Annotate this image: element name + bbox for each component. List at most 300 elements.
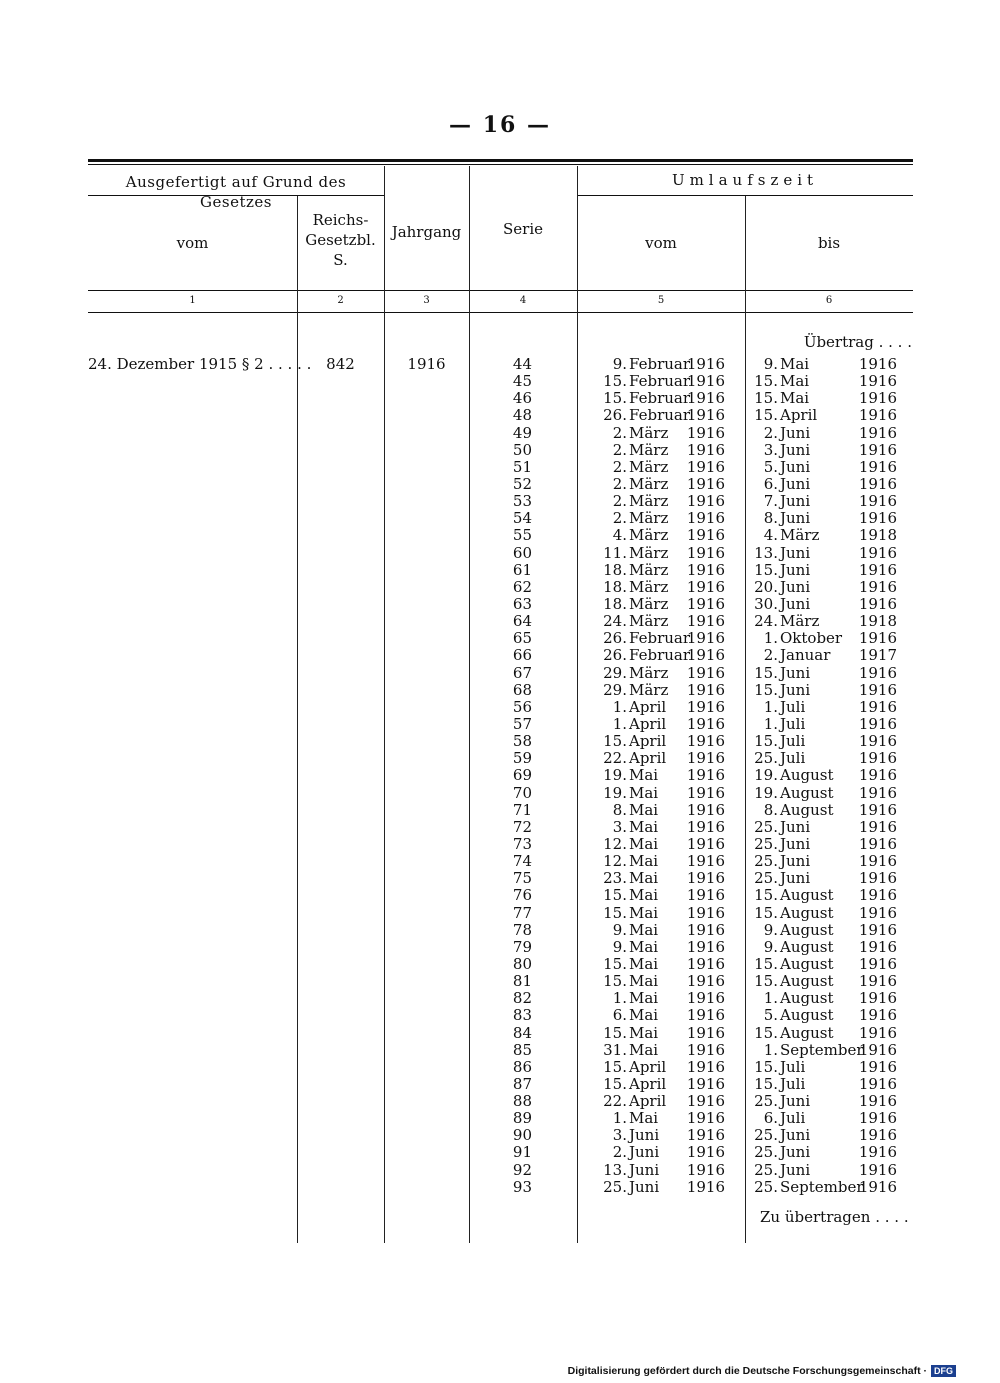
vom-day-cell: 2. xyxy=(612,509,627,528)
bis-month-cell: Juni xyxy=(780,560,811,579)
bis-month-cell: August xyxy=(780,903,834,922)
bis-year-cell: 1916 xyxy=(858,680,897,699)
serie-cell: 87 xyxy=(512,1074,532,1093)
vom-day-cell: 26. xyxy=(603,406,627,425)
vom-month-cell: März xyxy=(629,475,669,493)
bis-day-cell: 15. xyxy=(754,954,778,973)
vom-year-cell: 1916 xyxy=(686,852,725,871)
serie-cell: 78 xyxy=(512,920,532,939)
bis-year-cell: 1916 xyxy=(858,492,897,511)
serie-cell: 92 xyxy=(512,1160,532,1179)
vom-month-cell: Mai xyxy=(629,783,659,802)
bis-month-cell: Juni xyxy=(780,834,811,853)
header-serie: Serie xyxy=(503,220,543,238)
bis-year-cell: 1916 xyxy=(858,886,897,905)
vom-month-cell: Juni xyxy=(629,1126,660,1145)
vom-day-cell: 26. xyxy=(603,629,627,648)
serie-cell: 80 xyxy=(512,954,532,973)
vom-month-cell: Mai xyxy=(629,920,659,939)
vom-month-cell: Juni xyxy=(629,1160,660,1179)
vom-month-cell: Juni xyxy=(629,1177,660,1196)
bis-month-cell: Juni xyxy=(780,509,811,528)
bis-day-cell: 15. xyxy=(754,903,778,922)
vom-year-cell: 1916 xyxy=(686,1040,725,1059)
bis-month-cell: Juni xyxy=(780,475,811,493)
bis-month-cell: März xyxy=(780,612,820,631)
bis-year-cell: 1916 xyxy=(858,1006,897,1025)
bis-month-cell: Juni xyxy=(780,440,811,459)
header-group-right: Umlaufszeit xyxy=(671,171,819,189)
bis-month-cell: März xyxy=(780,526,820,545)
vom-year-cell: 1916 xyxy=(686,1074,725,1093)
vom-year-cell: 1916 xyxy=(686,1057,725,1076)
reichsgesetzblatt-page: 842 xyxy=(326,355,355,373)
col-number-6: 6 xyxy=(825,295,833,306)
bis-day-cell: 30. xyxy=(754,595,778,613)
bis-day-cell: 15. xyxy=(754,1023,778,1042)
vom-day-cell: 15. xyxy=(603,732,627,751)
vom-month-cell: Mai xyxy=(629,1040,659,1059)
vom-month-cell: April xyxy=(629,697,667,716)
bis-year-cell: 1916 xyxy=(858,732,897,751)
vom-month-cell: Februar xyxy=(629,406,691,425)
serie-cell: 62 xyxy=(512,577,532,596)
bis-day-cell: 13. xyxy=(754,543,778,562)
bis-day-cell: 19. xyxy=(754,766,778,785)
bis-month-cell: Juni xyxy=(780,817,811,836)
bis-day-cell: 25. xyxy=(754,1160,778,1179)
bis-year-cell: 1916 xyxy=(858,937,897,956)
bis-year-cell: 1916 xyxy=(858,869,897,888)
vom-day-cell: 15. xyxy=(603,372,627,391)
serie-cell: 50 xyxy=(512,440,532,459)
bis-month-cell: August xyxy=(780,886,834,905)
bis-day-cell: 25. xyxy=(754,869,778,888)
bis-day-cell: 1. xyxy=(763,629,778,648)
bis-month-cell: Juli xyxy=(780,1074,806,1093)
vom-year-cell: 1916 xyxy=(686,954,725,973)
bis-year-cell: 1916 xyxy=(858,920,897,939)
bis-day-cell: 15. xyxy=(754,1057,778,1076)
vom-month-cell: März xyxy=(629,526,669,545)
bis-day-cell: 1. xyxy=(763,989,778,1008)
serie-cell: 56 xyxy=(512,697,532,716)
bis-day-cell: 25. xyxy=(754,1092,778,1110)
bis-month-cell: Juli xyxy=(780,749,806,768)
bis-year-cell: 1916 xyxy=(858,1126,897,1145)
bis-year-cell: 1916 xyxy=(858,834,897,853)
vom-day-cell: 22. xyxy=(603,749,627,768)
col-divider-2 xyxy=(384,166,385,1243)
vom-day-cell: 9. xyxy=(612,920,627,939)
vom-month-cell: März xyxy=(629,560,669,579)
header-bottom-rule xyxy=(88,290,913,291)
vom-year-cell: 1916 xyxy=(686,1160,725,1179)
serie-cell: 70 xyxy=(512,783,532,802)
colnum-bottom-rule xyxy=(88,312,913,313)
vom-month-cell: Mai xyxy=(629,766,659,785)
bis-month-cell: Juni xyxy=(780,577,811,596)
col-number-5: 5 xyxy=(657,295,665,306)
bis-month-cell: Juni xyxy=(780,492,811,511)
serie-cell: 63 xyxy=(512,595,532,613)
bis-day-cell: 9. xyxy=(763,937,778,956)
vom-day-cell: 15. xyxy=(603,903,627,922)
bis-year-cell: 1916 xyxy=(858,629,897,648)
serie-cell: 57 xyxy=(512,714,532,733)
bis-day-cell: 9. xyxy=(763,920,778,939)
serie-cell: 76 xyxy=(512,886,532,905)
vom-month-cell: März xyxy=(629,423,669,442)
vom-month-cell: März xyxy=(629,595,669,613)
vom-day-cell: 15. xyxy=(603,389,627,408)
vom-year-cell: 1916 xyxy=(686,800,725,819)
bis-year-cell: 1916 xyxy=(858,783,897,802)
bis-year-cell: 1916 xyxy=(858,543,897,562)
serie-cell: 77 xyxy=(512,903,532,922)
bis-year-cell: 1916 xyxy=(858,1023,897,1042)
serie-cell: 49 xyxy=(512,423,532,442)
bis-year-cell: 1916 xyxy=(858,423,897,442)
bis-day-cell: 15. xyxy=(754,732,778,751)
header-vom: vom xyxy=(176,234,209,252)
vom-month-cell: März xyxy=(629,492,669,511)
vom-day-cell: 2. xyxy=(612,440,627,459)
bis-year-cell: 1916 xyxy=(858,355,897,373)
vom-year-cell: 1916 xyxy=(686,475,725,493)
bis-day-cell: 15. xyxy=(754,886,778,905)
bis-month-cell: August xyxy=(780,800,834,819)
vom-month-cell: März xyxy=(629,663,669,682)
vom-day-cell: 1. xyxy=(612,714,627,733)
vom-day-cell: 6. xyxy=(612,1006,627,1025)
serie-cell: 88 xyxy=(512,1092,532,1110)
bis-year-cell: 1918 xyxy=(858,526,897,545)
bis-year-cell: 1916 xyxy=(858,1177,897,1196)
bis-day-cell: 15. xyxy=(754,680,778,699)
bis-month-cell: August xyxy=(780,972,834,990)
serie-cell: 74 xyxy=(512,852,532,871)
dfg-logo: DFG xyxy=(931,1365,956,1377)
vom-year-cell: 1916 xyxy=(686,972,725,990)
serie-cell: 67 xyxy=(512,663,532,682)
vom-year-cell: 1916 xyxy=(686,1126,725,1145)
vom-month-cell: Mai xyxy=(629,937,659,956)
vom-day-cell: 19. xyxy=(603,766,627,785)
header-reichsgesetzblatt: Reichs- Gesetzbl. S. xyxy=(305,211,376,269)
bis-day-cell: 15. xyxy=(754,389,778,408)
bis-year-cell: 1916 xyxy=(858,749,897,768)
bis-month-cell: Juni xyxy=(780,1160,811,1179)
vom-day-cell: 13. xyxy=(603,1160,627,1179)
vom-year-cell: 1916 xyxy=(686,937,725,956)
serie-cell: 44 xyxy=(512,355,532,373)
bis-month-cell: August xyxy=(780,937,834,956)
bis-month-cell: Juni xyxy=(780,1092,811,1110)
header-umlauf-vom: vom xyxy=(645,234,677,252)
bis-year-cell: 1916 xyxy=(858,372,897,391)
bis-year-cell: 1916 xyxy=(858,1040,897,1059)
vom-year-cell: 1916 xyxy=(686,457,725,476)
vom-month-cell: April xyxy=(629,1074,667,1093)
serie-cell: 45 xyxy=(512,372,532,391)
serie-cell: 93 xyxy=(512,1177,532,1196)
vom-month-cell: Mai xyxy=(629,800,659,819)
serie-cell: 58 xyxy=(512,732,532,751)
bis-year-cell: 1916 xyxy=(858,1143,897,1162)
vom-month-cell: März xyxy=(629,680,669,699)
serie-cell: 66 xyxy=(512,646,532,665)
vom-month-cell: Februar xyxy=(629,372,691,391)
header-umlauf-bis: bis xyxy=(817,234,841,252)
serie-cell: 86 xyxy=(512,1057,532,1076)
vom-day-cell: 2. xyxy=(612,457,627,476)
vom-month-cell: März xyxy=(629,509,669,528)
vom-month-cell: Mai xyxy=(629,817,659,836)
vom-month-cell: Mai xyxy=(629,972,659,990)
vom-day-cell: 18. xyxy=(603,560,627,579)
vom-year-cell: 1916 xyxy=(686,372,725,391)
vom-year-cell: 1916 xyxy=(686,526,725,545)
bis-year-cell: 1916 xyxy=(858,1057,897,1076)
vom-day-cell: 29. xyxy=(603,680,627,699)
vom-year-cell: 1916 xyxy=(686,732,725,751)
bis-year-cell: 1916 xyxy=(858,389,897,408)
bis-day-cell: 7. xyxy=(763,492,778,511)
vom-day-cell: 11. xyxy=(603,543,627,562)
footer-credit xyxy=(568,1365,956,1377)
col-number-4: 4 xyxy=(519,295,527,306)
top-rule-thick xyxy=(88,159,913,162)
bis-day-cell: 8. xyxy=(763,509,778,528)
serie-cell: 75 xyxy=(512,869,532,888)
serie-cell: 65 xyxy=(512,629,532,648)
vom-day-cell: 12. xyxy=(603,852,627,871)
serie-cell: 82 xyxy=(512,989,532,1008)
vom-month-cell: Mai xyxy=(629,903,659,922)
bis-day-cell: 25. xyxy=(754,852,778,871)
bis-year-cell: 1916 xyxy=(858,972,897,990)
bis-day-cell: 6. xyxy=(763,1109,778,1128)
serie-cell: 79 xyxy=(512,937,532,956)
vom-month-cell: Mai xyxy=(629,1109,659,1128)
bis-day-cell: 1. xyxy=(763,1040,778,1059)
col-number-1: 1 xyxy=(189,295,196,306)
vom-year-cell: 1916 xyxy=(686,509,725,528)
bis-day-cell: 24. xyxy=(754,612,778,631)
bis-month-cell: Juni xyxy=(780,595,811,613)
vom-year-cell: 1916 xyxy=(686,1092,725,1110)
bis-month-cell: August xyxy=(780,920,834,939)
bis-day-cell: 25. xyxy=(754,1126,778,1145)
bis-year-cell: 1916 xyxy=(858,440,897,459)
bis-month-cell: Juni xyxy=(780,680,811,699)
vom-day-cell: 3. xyxy=(612,1126,627,1145)
serie-cell: 68 xyxy=(512,680,532,699)
vom-year-cell: 1916 xyxy=(686,766,725,785)
bis-year-cell: 1916 xyxy=(858,509,897,528)
bis-day-cell: 25. xyxy=(754,817,778,836)
col-divider-4 xyxy=(577,166,578,1243)
law-date: 24. Dezember 1915 § 2 . . . . . xyxy=(88,355,312,373)
bis-year-cell: 1916 xyxy=(858,989,897,1008)
bis-day-cell: 25. xyxy=(754,1177,778,1196)
bis-day-cell: 15. xyxy=(754,372,778,391)
bis-day-cell: 25. xyxy=(754,834,778,853)
vom-day-cell: 1. xyxy=(612,989,627,1008)
bis-month-cell: August xyxy=(780,989,834,1008)
vom-month-cell: März xyxy=(629,543,669,562)
vom-year-cell: 1916 xyxy=(686,1177,725,1196)
bis-year-cell: 1917 xyxy=(858,646,897,665)
vom-day-cell: 1. xyxy=(612,697,627,716)
vom-year-cell: 1916 xyxy=(686,355,725,373)
bis-year-cell: 1916 xyxy=(858,1160,897,1179)
bis-day-cell: 2. xyxy=(763,423,778,442)
vom-day-cell: 25. xyxy=(603,1177,627,1196)
serie-cell: 72 xyxy=(512,817,532,836)
bis-day-cell: 1. xyxy=(763,714,778,733)
bis-month-cell: Juni xyxy=(780,457,811,476)
vom-month-cell: April xyxy=(629,732,667,751)
vom-year-cell: 1916 xyxy=(686,989,725,1008)
vom-day-cell: 15. xyxy=(603,954,627,973)
bis-year-cell: 1916 xyxy=(858,800,897,819)
bis-month-cell: Juli xyxy=(780,1109,806,1128)
bis-year-cell: 1916 xyxy=(858,766,897,785)
serie-cell: 90 xyxy=(512,1126,532,1145)
col-divider-5 xyxy=(745,196,746,1243)
bis-day-cell: 9. xyxy=(763,355,778,373)
bis-month-cell: Mai xyxy=(780,372,810,391)
serie-cell: 73 xyxy=(512,834,532,853)
bis-day-cell: 15. xyxy=(754,1074,778,1093)
vom-day-cell: 24. xyxy=(603,612,627,631)
serie-cell: 55 xyxy=(512,526,532,545)
vom-year-cell: 1916 xyxy=(686,406,725,425)
bis-month-cell: Mai xyxy=(780,355,810,373)
vom-day-cell: 15. xyxy=(603,886,627,905)
serie-cell: 51 xyxy=(512,457,532,476)
bis-month-cell: April xyxy=(780,406,818,425)
vom-year-cell: 1916 xyxy=(686,646,725,665)
serie-cell: 69 xyxy=(512,766,532,785)
bis-day-cell: 3. xyxy=(763,440,778,459)
bis-year-cell: 1916 xyxy=(858,1092,897,1110)
serie-cell: 52 xyxy=(512,475,532,493)
bis-day-cell: 2. xyxy=(763,646,778,665)
vom-month-cell: Februar xyxy=(629,629,691,648)
vom-day-cell: 2. xyxy=(612,475,627,493)
bis-year-cell: 1918 xyxy=(858,612,897,631)
vom-year-cell: 1916 xyxy=(686,783,725,802)
bis-day-cell: 25. xyxy=(754,749,778,768)
page-number: — 16 — xyxy=(449,112,551,138)
vom-day-cell: 2. xyxy=(612,492,627,511)
bis-day-cell: 1. xyxy=(763,697,778,716)
serie-cell: 60 xyxy=(512,543,532,562)
bis-month-cell: Oktober xyxy=(780,629,843,648)
bis-year-cell: 1916 xyxy=(858,577,897,596)
vom-year-cell: 1916 xyxy=(686,886,725,905)
bis-month-cell: Juli xyxy=(780,732,806,751)
vom-year-cell: 1916 xyxy=(686,903,725,922)
serie-cell: 59 xyxy=(512,749,532,768)
bis-year-cell: 1916 xyxy=(858,663,897,682)
bis-month-cell: August xyxy=(780,783,834,802)
vom-month-cell: Juni xyxy=(629,1143,660,1162)
bis-month-cell: Mai xyxy=(780,389,810,408)
bis-day-cell: 8. xyxy=(763,800,778,819)
vom-month-cell: April xyxy=(629,749,667,768)
vom-day-cell: 18. xyxy=(603,595,627,613)
vom-year-cell: 1916 xyxy=(686,663,725,682)
vom-year-cell: 1916 xyxy=(686,680,725,699)
bis-day-cell: 15. xyxy=(754,560,778,579)
vom-month-cell: Februar xyxy=(629,355,691,373)
serie-cell: 53 xyxy=(512,492,532,511)
vom-month-cell: Mai xyxy=(629,852,659,871)
vom-year-cell: 1916 xyxy=(686,440,725,459)
vom-day-cell: 23. xyxy=(603,869,627,888)
bis-month-cell: Juni xyxy=(780,423,811,442)
vom-day-cell: 3. xyxy=(612,817,627,836)
vom-year-cell: 1916 xyxy=(686,492,725,511)
bis-day-cell: 5. xyxy=(763,457,778,476)
bis-year-cell: 1916 xyxy=(858,595,897,613)
bis-month-cell: Juni xyxy=(780,1126,811,1145)
bis-day-cell: 19. xyxy=(754,783,778,802)
vom-year-cell: 1916 xyxy=(686,560,725,579)
serie-cell: 71 xyxy=(512,800,532,819)
vom-month-cell: Mai xyxy=(629,989,659,1008)
vom-month-cell: Februar xyxy=(629,646,691,665)
col-number-2: 2 xyxy=(337,295,344,306)
vom-year-cell: 1916 xyxy=(686,1023,725,1042)
vom-day-cell: 18. xyxy=(603,577,627,596)
serie-cell: 85 xyxy=(512,1040,532,1059)
bis-month-cell: September xyxy=(780,1040,864,1059)
bis-day-cell: 4. xyxy=(763,526,778,545)
vom-day-cell: 29. xyxy=(603,663,627,682)
vom-day-cell: 8. xyxy=(612,800,627,819)
bis-day-cell: 15. xyxy=(754,663,778,682)
vom-month-cell: Mai xyxy=(629,1006,659,1025)
vom-day-cell: 1. xyxy=(612,1109,627,1128)
vom-day-cell: 22. xyxy=(603,1092,627,1110)
serie-cell: 61 xyxy=(512,560,532,579)
vom-year-cell: 1916 xyxy=(686,595,725,613)
footer-text: Digitalisierung gefördert durch die Deutsche Forschungsgemeinschaft · xyxy=(567,1365,927,1377)
header-jahrgang: Jahrgang xyxy=(391,223,462,241)
serie-cell: 54 xyxy=(512,509,532,528)
vom-day-cell: 9. xyxy=(612,355,627,373)
vom-year-cell: 1916 xyxy=(686,577,725,596)
vom-year-cell: 1916 xyxy=(686,612,725,631)
bis-month-cell: August xyxy=(780,954,834,973)
bis-month-cell: Juni xyxy=(780,1143,811,1162)
vom-month-cell: Mai xyxy=(629,954,659,973)
vom-month-cell: März xyxy=(629,577,669,596)
vom-day-cell: 9. xyxy=(612,937,627,956)
col-number-3: 3 xyxy=(423,295,430,306)
vom-year-cell: 1916 xyxy=(686,697,725,716)
bis-month-cell: Juni xyxy=(780,852,811,871)
serie-cell: 64 xyxy=(512,612,532,631)
vom-day-cell: 12. xyxy=(603,834,627,853)
bis-month-cell: August xyxy=(780,766,834,785)
bis-year-cell: 1916 xyxy=(858,903,897,922)
